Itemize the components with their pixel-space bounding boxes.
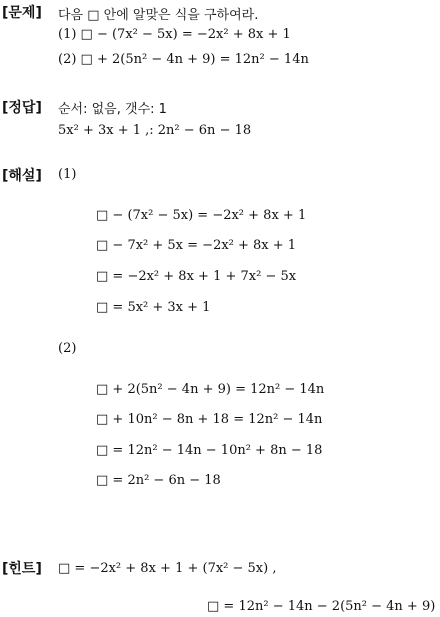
answer-label: [정답] (2, 100, 42, 116)
explanation-step: □ + 2(5n² − 4n + 9) = 12n² − 14n (96, 382, 325, 397)
problem-item-2: (2) □ + 2(5n² − 4n + 9) = 12n² − 14n (58, 52, 309, 67)
explanation-step: □ = 12n² − 14n − 10n² + 8n − 18 (96, 443, 323, 458)
explanation-step: □ = 5x² + 3x + 1 (96, 300, 211, 315)
explanation-label: [해설] (2, 168, 42, 184)
answer-note: 순서: 없음, 갯수: 1 (58, 102, 167, 117)
explanation-step: □ + 10n² − 8n + 18 = 12n² − 14n (96, 412, 323, 427)
problem-instruction: 다음 □ 안에 알맞은 식을 구하여라. (58, 8, 259, 23)
explanation-part2-label: (2) (58, 341, 77, 356)
explanation-step: □ = 2n² − 6n − 18 (96, 473, 221, 488)
answer-value: 5x² + 3x + 1 ,: 2n² − 6n − 18 (58, 123, 252, 138)
hint-line-2: □ = 12n² − 14n − 2(5n² − 4n + 9) (207, 599, 436, 614)
hint-label: [힌트] (2, 561, 42, 577)
explanation-step: □ = −2x² + 8x + 1 + 7x² − 5x (96, 269, 297, 284)
problem-item-1: (1) □ − (7x² − 5x) = −2x² + 8x + 1 (58, 27, 291, 42)
problem-label: [문제] (2, 5, 42, 21)
explanation-part1-label: (1) (58, 167, 77, 182)
hint-line-1: □ = −2x² + 8x + 1 + (7x² − 5x) , (58, 561, 277, 576)
explanation-step: □ − 7x² + 5x = −2x² + 8x + 1 (96, 238, 297, 253)
explanation-step: □ − (7x² − 5x) = −2x² + 8x + 1 (96, 208, 307, 223)
